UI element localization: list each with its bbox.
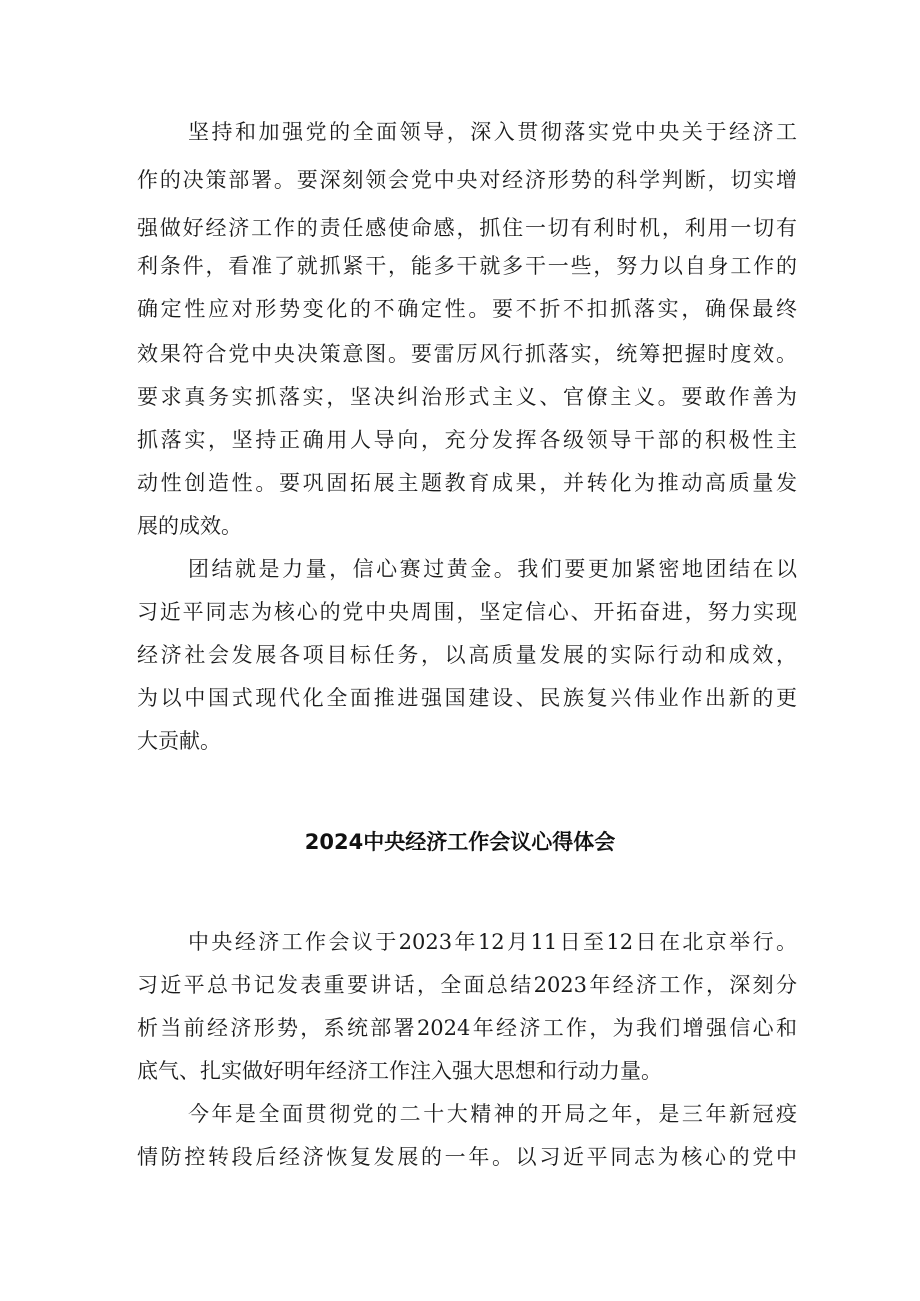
text-line: 为以中国式现代化全面推进强国建设、民族复兴伟业作出新的更 xyxy=(137,686,797,710)
text-line: 坚持和加强党的全面领导，深入贯彻落实党中央关于经济工 xyxy=(188,120,797,144)
text-line: 习近平总书记发表重要讲话，全面总结2023年经济工作，深刻分 xyxy=(137,973,797,997)
text-line: 今年是全面贯彻党的二十大精神的开局之年，是三年新冠疫 xyxy=(188,1102,797,1126)
text-line: 利条件，看准了就抓紧干，能多干就多干一些，努力以自身工作的 xyxy=(137,254,797,278)
text-line: 强做好经济工作的责任感使命感，抓住一切有利时机，利用一切有 xyxy=(137,216,797,240)
text-line: 动性创造性。要巩固拓展主题教育成果，并转化为推动高质量发 xyxy=(137,471,797,495)
text-line: 团结就是力量，信心赛过黄金。我们要更加紧密地团结在以 xyxy=(188,557,797,581)
text-line: 析当前经济形势，系统部署2024年经济工作，为我们增强信心和 xyxy=(137,1016,797,1040)
text-line: 作的决策部署。要深刻领会党中央对经济形势的科学判断，切实增 xyxy=(137,168,797,192)
text-line: 展的成效。 xyxy=(137,514,242,538)
text-line: 中央经济工作会议于2023年12月11日至12日在北京举行。 xyxy=(188,930,797,954)
text-line: 确定性应对形势变化的不确定性。要不折不扣抓落实，确保最终 xyxy=(137,297,797,321)
text-line: 底气、扎实做好明年经济工作注入强大思想和行动力量。 xyxy=(137,1059,662,1083)
text-line: 要求真务实抓落实，坚决纠治形式主义、官僚主义。要敢作善为 xyxy=(137,385,797,409)
section-heading: 2024中央经济工作会议心得体会 xyxy=(304,830,616,854)
text-line: 习近平同志为核心的党中央周围，坚定信心、开拓奋进，努力实现 xyxy=(137,600,797,624)
text-line: 抓落实，坚持正确用人导向，充分发挥各级领导干部的积极性主 xyxy=(137,428,797,452)
text-line: 经济社会发展各项目标任务，以高质量发展的实际行动和成效， xyxy=(137,643,797,667)
text-line: 大贡献。 xyxy=(137,729,221,753)
text-line: 情防控转段后经济恢复发展的一年。以习近平同志为核心的党中 xyxy=(137,1145,797,1169)
text-line: 效果符合党中央决策意图。要雷厉风行抓落实，统筹把握时度效。 xyxy=(137,342,797,366)
